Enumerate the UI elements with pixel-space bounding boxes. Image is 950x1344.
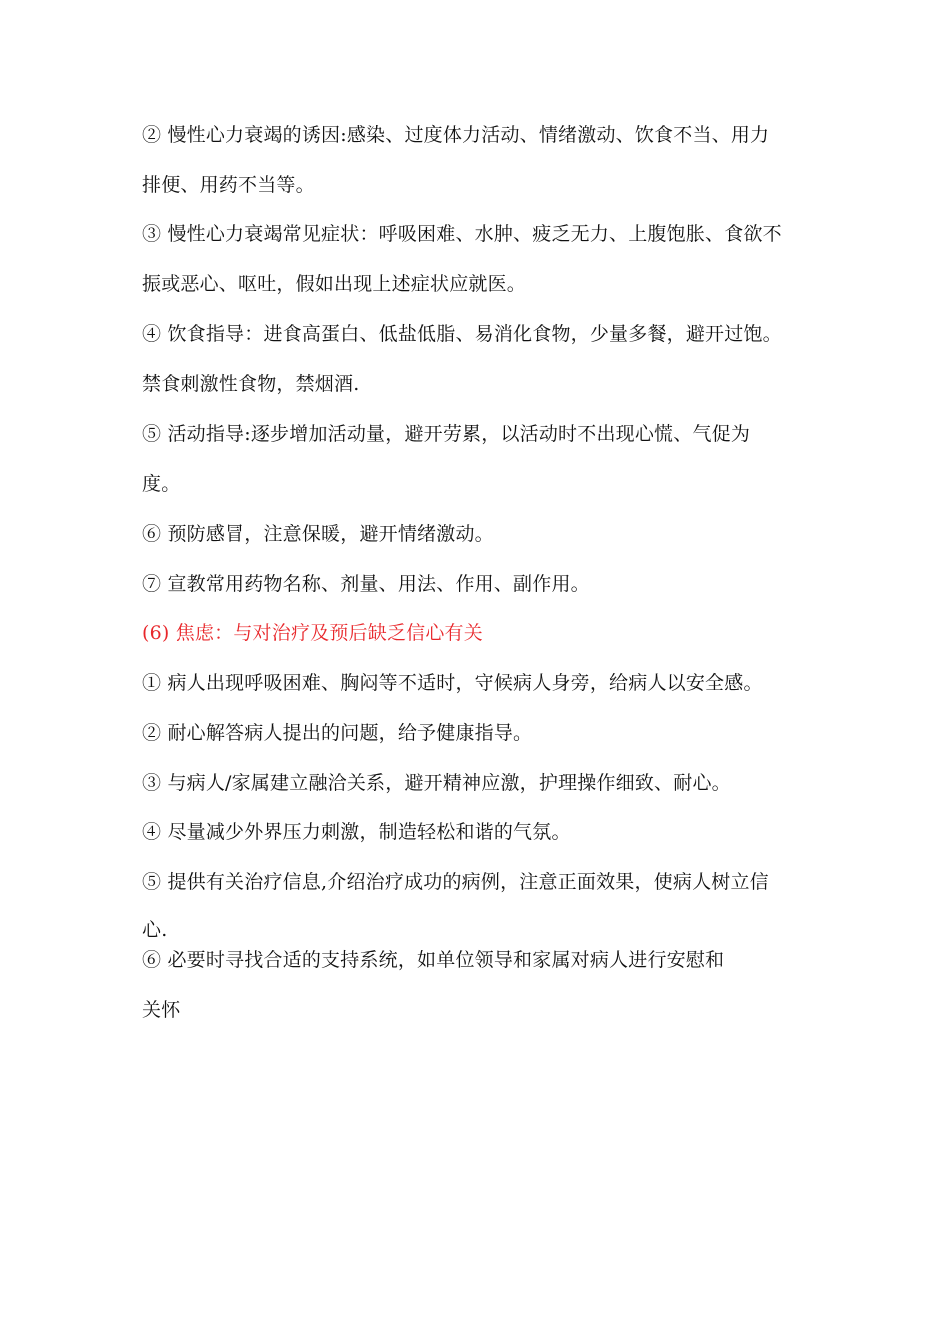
text-line: 度。 [142,473,181,495]
text-line: 禁食刺激性食物，禁烟酒. [142,373,360,395]
text-line: ⑦ 宣教常用药物名称、剂量、用法、作用、副作用。 [142,573,590,595]
text-line: ⑥ 预防感冒，注意保暖，避开情绪激动。 [142,523,494,545]
text-line: ⑤ 活动指导:逐步增加活动量，避开劳累，以活动时不出现心慌、气促为 [142,423,751,445]
text-line: ③ 与病人/家属建立融洽关系，避开精神应激，护理操作细致、耐心。 [142,772,731,794]
text-line: 关怀 [142,999,181,1021]
text-line: ② 慢性心力衰竭的诱因:感染、过度体力活动、情绪激动、饮食不当、用力 [142,124,770,146]
text-line: 排便、用药不当等。 [142,174,315,196]
text-line: ⑤ 提供有关治疗信息,介绍治疗成功的病例，注意正面效果，使病人树立信 [142,871,769,893]
text-line: ④ 尽量减少外界压力刺激，制造轻松和谐的气氛。 [142,821,571,843]
text-line: ③ 慢性心力衰竭常见症状：呼吸困难、水肿、疲乏无力、上腹饱胀、食欲不 [142,223,782,245]
text-line: ⑥ 必要时寻找合适的支持系统，如单位领导和家属对病人进行安慰和 [142,949,725,971]
text-line: ④ 饮食指导：进食高蛋白、低盐低脂、易消化食物，少量多餐，避开过饱。 [142,323,782,345]
text-line: 心. [142,919,168,941]
section-heading: (6) 焦虑：与对治疗及预后缺乏信心有关 [142,622,483,644]
text-line: 振或恶心、呕吐，假如出现上述症状应就医。 [142,273,527,295]
text-line: ② 耐心解答病人提出的问题，给予健康指导。 [142,722,533,744]
text-line: ① 病人出现呼吸困难、胸闷等不适时，守候病人身旁，给病人以安全感。 [142,672,763,694]
